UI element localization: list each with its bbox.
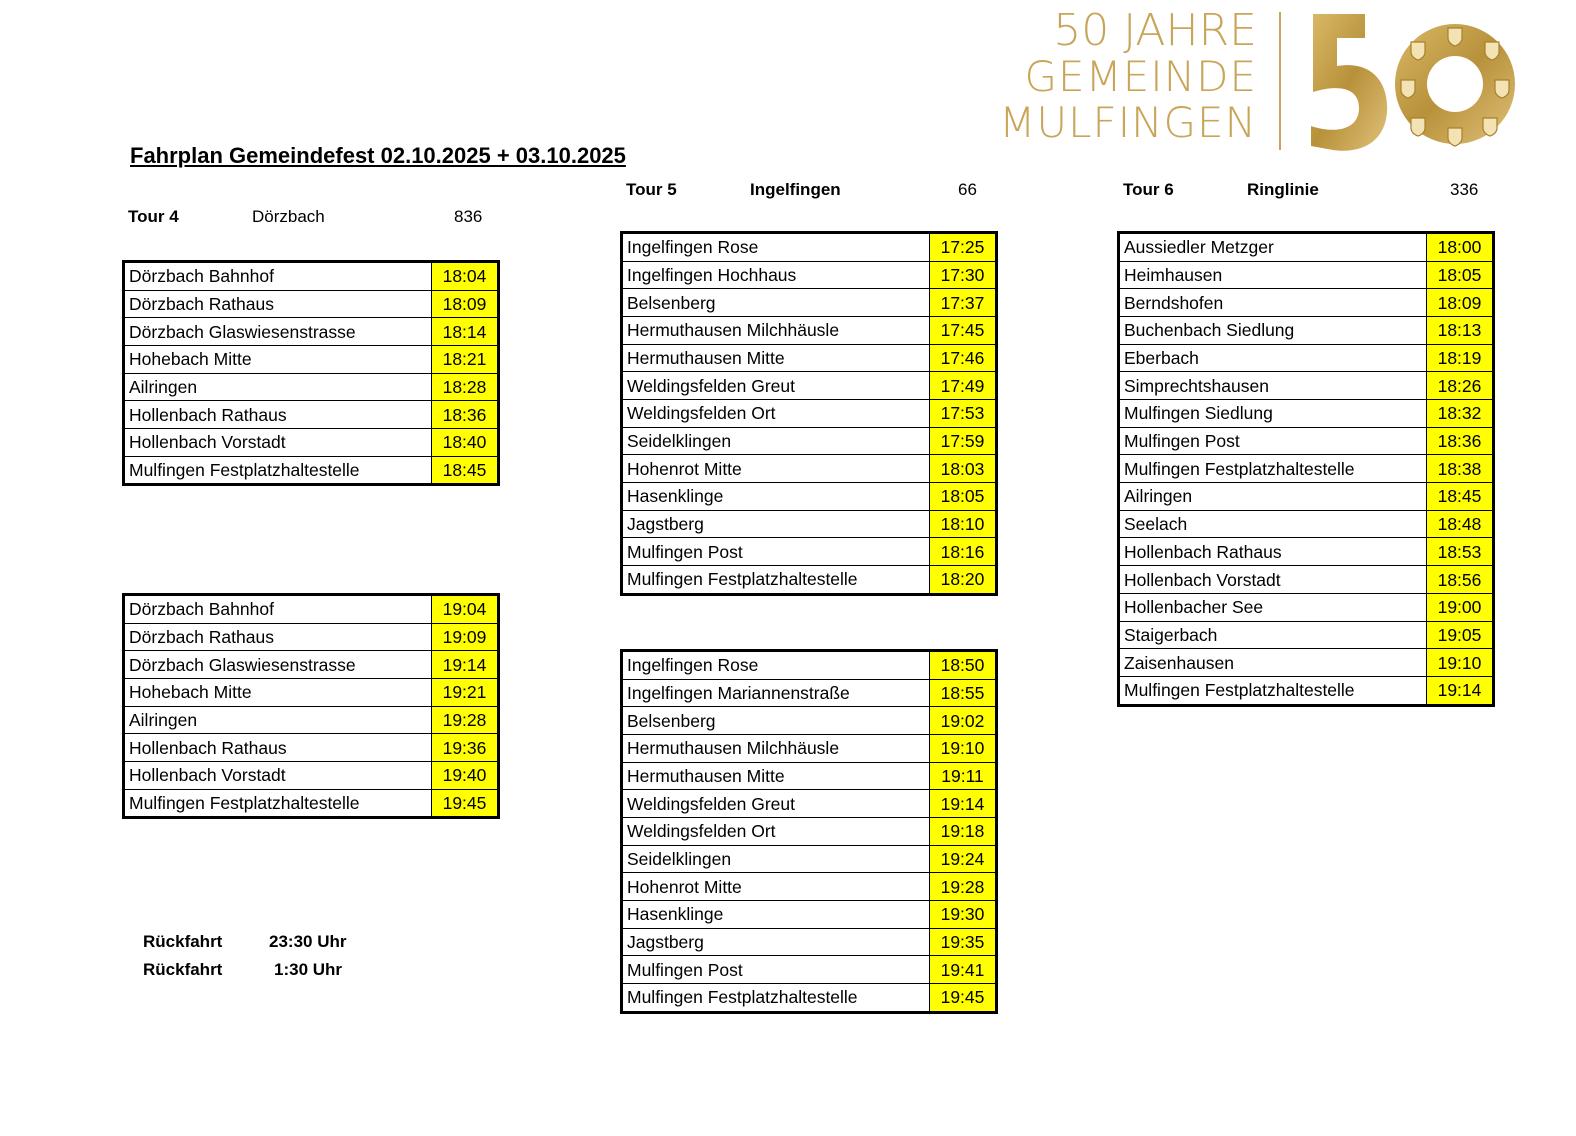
stop-name: Hermuthausen Milchhäusle [622,734,930,762]
anniversary-logo [985,5,1525,158]
table-row [124,678,499,706]
table-row [1119,676,1494,705]
table-row [1119,233,1494,262]
stop-name: Hohebach Mitte [124,345,432,373]
departure-time: 19:30 [930,901,997,929]
tour5-name: Ingelfingen [750,180,841,199]
departure-time: 19:41 [930,956,997,984]
stop-name: Ingelfingen Rose [622,651,930,680]
table-row [622,734,997,762]
table-row [1119,483,1494,511]
tour5-number: 66 [958,180,977,199]
table-row [124,595,499,624]
stop-name: Hasenklinge [622,483,930,511]
return-time: 1:30 Uhr [274,960,343,979]
departure-time: 19:28 [930,873,997,901]
departure-time: 19:36 [432,734,499,762]
stop-name: Hasenklinge [622,901,930,929]
logo-50-emblem [1305,8,1525,158]
stop-name: Ailringen [124,373,432,401]
departure-time: 18:04 [432,262,499,291]
tour4-label: Tour 4 [128,207,179,226]
stop-name: Jagstberg [622,928,930,956]
tour5-timetable-1 [620,231,998,596]
table-row [622,956,997,984]
departure-time: 18:28 [432,373,499,401]
stop-name: Mulfingen Siedlung [1119,400,1427,428]
departure-time: 18:26 [1427,372,1494,400]
stop-name: Jagstberg [622,510,930,538]
table-row [622,538,997,566]
departure-time: 18:45 [1427,483,1494,511]
stop-name: Berndshofen [1119,289,1427,317]
departure-time: 18:20 [930,566,997,595]
table-row [1119,427,1494,455]
stop-name: Mulfingen Festplatzhaltestelle [622,566,930,595]
table-row [1119,344,1494,372]
tour4-timetable-1 [122,260,500,486]
departure-time: 18:13 [1427,316,1494,344]
stop-name: Mulfingen Festplatzhaltestelle [622,984,930,1013]
stop-name: Mulfingen Festplatzhaltestelle [124,789,432,818]
table-row [622,707,997,735]
stop-name: Ingelfingen Hochhaus [622,261,930,289]
departure-time: 17:25 [930,233,997,262]
table-row [622,344,997,372]
table-row [622,818,997,846]
table-row [622,233,997,262]
table-row [622,316,997,344]
stop-name: Hohenrot Mitte [622,455,930,483]
table-row [124,429,499,457]
departure-time: 18:38 [1427,455,1494,483]
stop-name: Heimhausen [1119,261,1427,289]
table-row [124,789,499,818]
tour6-timetable [1117,231,1495,707]
tour6-name: Ringlinie [1247,180,1319,199]
stop-name: Dörzbach Glaswiesenstrasse [124,651,432,679]
departure-time: 19:10 [1427,649,1494,677]
departure-time: 19:09 [432,623,499,651]
stop-name: Hermuthausen Mitte [622,762,930,790]
table-row [622,901,997,929]
departure-time: 18:10 [930,510,997,538]
stop-name: Ailringen [1119,483,1427,511]
stop-name: Mulfingen Post [622,538,930,566]
table-row [622,651,997,680]
table-row [622,261,997,289]
table-row [1119,593,1494,621]
tour4-number: 836 [454,207,483,226]
logo-line-2: GEMEINDE [1024,52,1257,101]
stop-name: Dörzbach Bahnhof [124,595,432,624]
departure-time: 18:36 [432,401,499,429]
departure-time: 18:05 [1427,261,1494,289]
departure-time: 18:09 [1427,289,1494,317]
stop-name: Hollenbach Rathaus [124,734,432,762]
departure-time: 18:55 [930,679,997,707]
stop-name: Mulfingen Festplatzhaltestelle [1119,455,1427,483]
logo-text [985,5,1257,147]
table-row [622,400,997,428]
stop-name: Dörzbach Rathaus [124,623,432,651]
stop-name: Mulfingen Post [1119,427,1427,455]
table-row [1119,455,1494,483]
table-row [1119,316,1494,344]
table-row [622,762,997,790]
stop-name: Mulfingen Festplatzhaltestelle [1119,676,1427,705]
departure-time: 17:30 [930,261,997,289]
table-row [124,318,499,346]
stop-name: Dörzbach Glaswiesenstrasse [124,318,432,346]
stop-name: Staigerbach [1119,621,1427,649]
stop-name: Weldingsfelden Greut [622,790,930,818]
table-row [124,456,499,485]
departure-time: 19:21 [432,678,499,706]
departure-time: 19:40 [432,762,499,790]
departure-time: 18:45 [432,456,499,485]
return-time: 23:30 Uhr [269,932,347,951]
departure-time: 19:28 [432,706,499,734]
table-row [622,873,997,901]
stop-name: Ingelfingen Rose [622,233,930,262]
stop-name: Mulfingen Festplatzhaltestelle [124,456,432,485]
stop-name: Hohenrot Mitte [622,873,930,901]
departure-time: 19:18 [930,818,997,846]
stop-name: Hollenbacher See [1119,593,1427,621]
table-row [124,401,499,429]
stop-name: Mulfingen Post [622,956,930,984]
table-row [1119,289,1494,317]
table-row [124,262,499,291]
return-trip-1 [143,932,347,952]
departure-time: 19:14 [1427,676,1494,705]
tour6-header [1123,179,1479,201]
departure-time: 18:32 [1427,400,1494,428]
departure-time: 18:00 [1427,233,1494,262]
departure-time: 17:59 [930,427,997,455]
logo-line-3: MULFINGEN [999,98,1257,147]
tour5-timetable-2 [620,649,998,1014]
table-row [622,455,997,483]
logo-divider [1279,12,1281,150]
stop-name: Hollenbach Rathaus [124,401,432,429]
table-row [622,928,997,956]
stop-name: Hermuthausen Milchhäusle [622,316,930,344]
departure-time: 18:50 [930,651,997,680]
stop-name: Buchenbach Siedlung [1119,316,1427,344]
tour4-header [128,206,483,228]
stop-name: Ingelfingen Mariannenstraße [622,679,930,707]
table-row [1119,621,1494,649]
stop-name: Zaisenhausen [1119,649,1427,677]
departure-time: 17:45 [930,316,997,344]
table-row [622,845,997,873]
stop-name: Dörzbach Bahnhof [124,262,432,291]
departure-time: 19:45 [930,984,997,1013]
departure-time: 17:37 [930,289,997,317]
page-title: Fahrplan Gemeindefest 02.10.2025 + 03.10.2025 [130,143,626,168]
table-row [622,427,997,455]
table-row [1119,261,1494,289]
table-row [1119,649,1494,677]
departure-time: 19:00 [1427,593,1494,621]
departure-time: 18:36 [1427,427,1494,455]
departure-time: 18:05 [930,483,997,511]
table-row [1119,372,1494,400]
stop-name: Hollenbach Vorstadt [124,429,432,457]
stop-name: Hollenbach Vorstadt [124,762,432,790]
table-row [1119,566,1494,594]
departure-time: 17:49 [930,372,997,400]
departure-time: 19:10 [930,734,997,762]
tour5-header [626,179,977,201]
departure-time: 18:16 [930,538,997,566]
table-row [622,510,997,538]
departure-time: 19:24 [930,845,997,873]
stop-name: Ailringen [124,706,432,734]
stop-name: Weldingsfelden Ort [622,818,930,846]
departure-time: 19:11 [930,762,997,790]
departure-time: 19:05 [1427,621,1494,649]
stop-name: Weldingsfelden Greut [622,372,930,400]
stop-name: Dörzbach Rathaus [124,290,432,318]
tour4-name: Dörzbach [252,207,325,226]
departure-time: 19:02 [930,707,997,735]
stop-name: Seidelklingen [622,845,930,873]
table-row [124,345,499,373]
stop-name: Belsenberg [622,289,930,317]
stop-name: Eberbach [1119,344,1427,372]
table-row [124,373,499,401]
table-row [622,483,997,511]
logo-line-1: 50 JAHRE [1053,5,1257,56]
departure-time: 18:53 [1427,538,1494,566]
departure-time: 19:35 [930,928,997,956]
stop-name: Seelach [1119,510,1427,538]
stop-name: Hollenbach Rathaus [1119,538,1427,566]
tour4-timetable-2 [122,593,500,819]
table-row [124,762,499,790]
table-row [124,651,499,679]
return-label: Rückfahrt [143,960,223,979]
table-row [1119,400,1494,428]
stop-name: Hollenbach Vorstadt [1119,566,1427,594]
stop-name: Hohebach Mitte [124,678,432,706]
stop-name: Simprechtshausen [1119,372,1427,400]
departure-time: 18:09 [432,290,499,318]
table-row [622,566,997,595]
stop-name: Hermuthausen Mitte [622,344,930,372]
departure-time: 19:14 [930,790,997,818]
table-row [622,790,997,818]
departure-time: 17:53 [930,400,997,428]
table-row [1119,510,1494,538]
tour6-number: 336 [1450,180,1479,199]
tour6-label: Tour 6 [1123,180,1174,199]
table-row [1119,538,1494,566]
return-label: Rückfahrt [143,932,223,951]
stop-name: Seidelklingen [622,427,930,455]
departure-time: 18:21 [432,345,499,373]
table-row [124,290,499,318]
departure-time: 18:56 [1427,566,1494,594]
departure-time: 18:19 [1427,344,1494,372]
table-row [124,734,499,762]
table-row [622,372,997,400]
table-row [622,289,997,317]
table-row [124,706,499,734]
stop-name: Belsenberg [622,707,930,735]
departure-time: 18:03 [930,455,997,483]
table-row [622,679,997,707]
stop-name: Weldingsfelden Ort [622,400,930,428]
tour5-label: Tour 5 [626,180,677,199]
departure-time: 19:45 [432,789,499,818]
table-row [622,984,997,1013]
departure-time: 18:48 [1427,510,1494,538]
departure-time: 19:14 [432,651,499,679]
table-row [124,623,499,651]
departure-time: 18:14 [432,318,499,346]
stop-name: Aussiedler Metzger [1119,233,1427,262]
departure-time: 18:40 [432,429,499,457]
departure-time: 19:04 [432,595,499,624]
departure-time: 17:46 [930,344,997,372]
return-trip-2 [143,960,343,980]
